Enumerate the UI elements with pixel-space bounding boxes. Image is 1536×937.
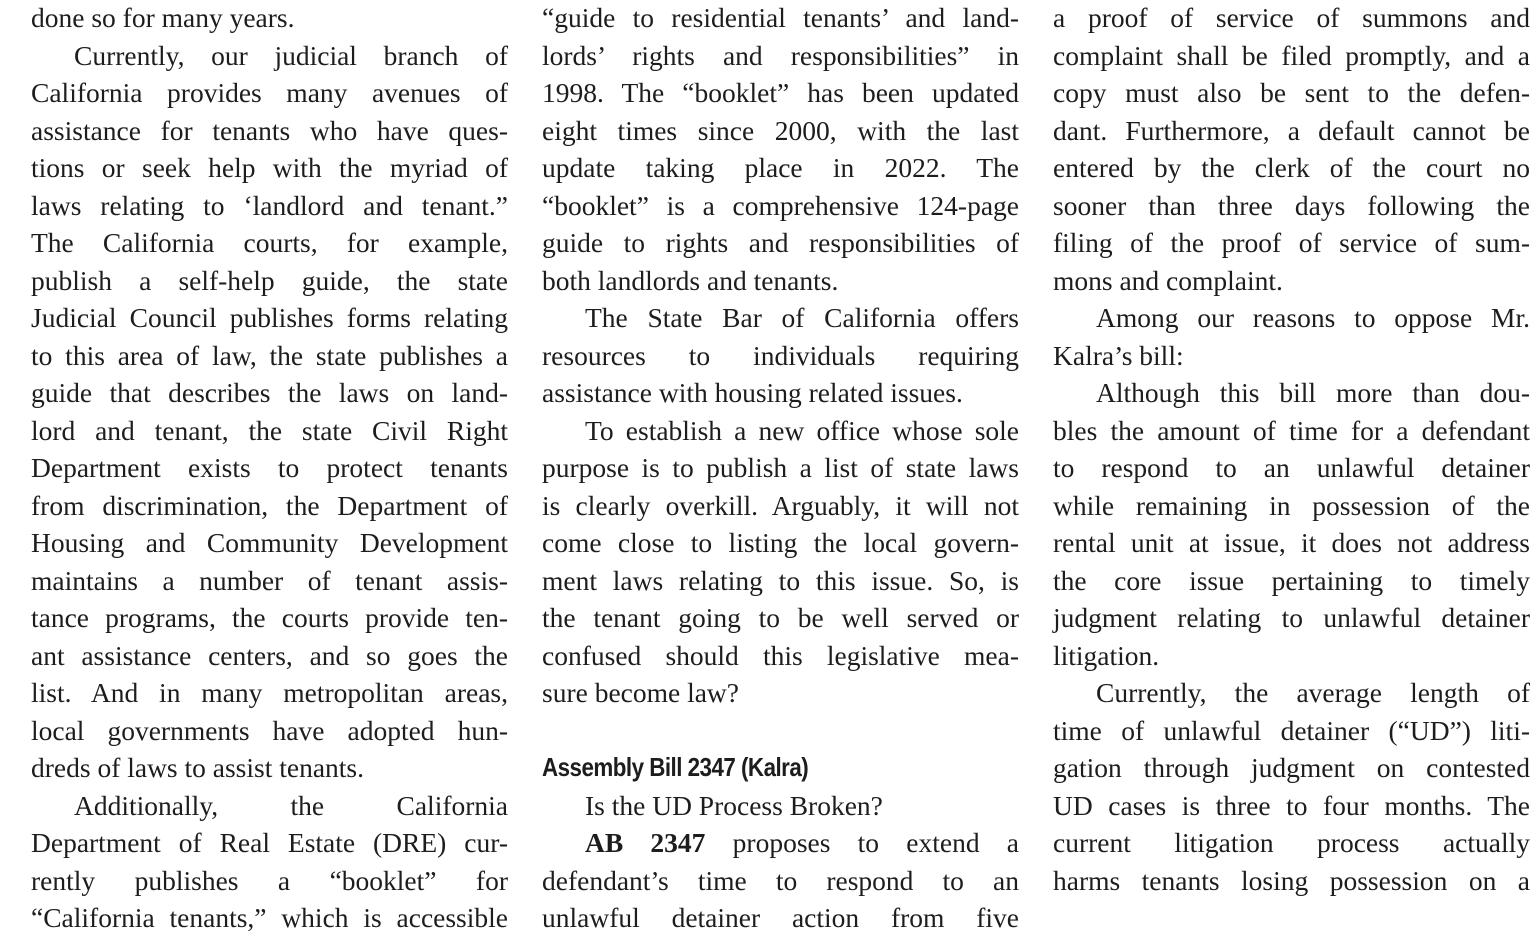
text-line: list. And in many metropolitan areas,: [31, 677, 508, 708]
text-line: eight times since 2000, with the last: [542, 114, 1019, 146]
section-heading: Assembly Bill 2347 (Kalra): [542, 752, 809, 782]
text-column-1: [31, 0, 508, 937]
text-line: resources to individuals requiring: [542, 339, 1019, 371]
text-line: from discrimination, the Department of: [31, 489, 508, 521]
text-line: 1998. The “booklet” has been updated: [542, 77, 1019, 108]
text-line: [542, 824, 1019, 862]
text-line: harms tenants losing possession on a: [1053, 864, 1530, 896]
text-line: dreds of laws to assist tenants.: [31, 752, 365, 783]
text-line: time of unlawful detainer (“UD”) liti-: [1053, 714, 1530, 746]
text-line: Currently, the average length of: [1096, 677, 1530, 708]
text-line: laws relating to ‘landlord and tenant.”: [31, 189, 508, 221]
text-line: “California tenants,” which is accessible: [31, 902, 508, 933]
text-line: to respond to an unlawful detainer: [1053, 452, 1530, 483]
text-line: update taking place in 2022. The: [542, 152, 1019, 183]
text-line: sooner than three days following the: [1053, 189, 1530, 221]
text-line: while remaining in possession of the: [1053, 489, 1530, 521]
text-line: purpose is to publish a list of state laws: [542, 452, 1019, 483]
text-line: Additionally, the California: [74, 789, 508, 821]
text-line: Housing and Community Development: [31, 527, 508, 558]
text-line: Department exists to protect tenants: [31, 452, 508, 483]
text-line: “guide to residential tenants’ and land-: [542, 2, 1019, 33]
text-line: The California courts, for example,: [31, 227, 508, 258]
text-line: “booklet” is a comprehensive 124-page: [542, 189, 1019, 221]
text-line: Department of Real Estate (DRE) cur-: [31, 827, 508, 858]
text-line: gation through judgment on contested: [1053, 752, 1530, 783]
text-line: judgment relating to unlawful detainer: [1053, 602, 1530, 633]
text-line: done so for many years.: [31, 2, 295, 33]
text-line: bles the amount of time for a defendant: [1053, 414, 1530, 446]
text-line: ment laws relating to this issue. So, is: [542, 564, 1019, 596]
text-line: Kalra’s bill:: [1053, 339, 1184, 371]
text-line: both landlords and tenants.: [542, 264, 839, 296]
text-line: lord and tenant, the state Civil Right: [31, 414, 508, 446]
text-line: tance programs, the courts provide ten-: [31, 602, 508, 633]
text-line: ant assistance centers, and so goes the: [31, 639, 508, 671]
text-line-rest: proposes to extend a: [732, 827, 1020, 858]
text-line: the core issue pertaining to timely: [1053, 564, 1530, 596]
text-line: sure become law?: [542, 677, 739, 708]
text-line: current litigation process actually: [1053, 827, 1530, 858]
text-line: assistance with housing related issues.: [542, 377, 963, 408]
text-line: is clearly overkill. Arguably, it will not: [542, 489, 1019, 521]
text-line: dant. Furthermore, a default cannot be: [1053, 114, 1530, 146]
text-line: complaint shall be filed promptly, and a: [1053, 39, 1530, 71]
text-line: guide to rights and responsibilities of: [542, 227, 1019, 258]
text-line: confused should this legislative mea-: [542, 639, 1019, 671]
text-line: Among our reasons to oppose Mr.: [1096, 302, 1530, 333]
text-line: Although this bill more than dou-: [1096, 377, 1530, 408]
text-line: to this area of law, the state publishes a: [31, 339, 508, 371]
text-line: copy must also be sent to the defen-: [1053, 77, 1530, 108]
text-line: The State Bar of California offers: [585, 302, 1019, 333]
text-line: lords’ rights and responsibilities” in: [542, 39, 1019, 71]
text-line: the tenant going to be well served or: [542, 602, 1019, 633]
text-line: tions or seek help with the myriad of: [31, 152, 508, 183]
bill-number: AB 2347: [585, 827, 706, 858]
section-spacer: [542, 712, 1019, 750]
text-line: To establish a new office whose sole: [585, 414, 1019, 446]
text-line: Currently, our judicial branch of: [74, 39, 508, 71]
text-line: maintains a number of tenant assis-: [31, 564, 508, 596]
text-line: entered by the clerk of the court no: [1053, 152, 1530, 183]
text-line: guide that describes the laws on land-: [31, 377, 508, 408]
text-line: assistance for tenants who have ques-: [31, 114, 508, 146]
text-column-3: [1053, 0, 1530, 899]
text-line: filing of the proof of service of sum-: [1053, 227, 1530, 258]
text-line: Judicial Council publishes forms relating: [31, 302, 508, 333]
text-line: mons and complaint.: [1053, 264, 1283, 296]
text-line: Is the UD Process Broken?: [585, 789, 883, 821]
text-column-2: [542, 0, 1019, 937]
text-line: local governments have adopted hun-: [31, 714, 508, 746]
text-line: defendant’s time to respond to an: [542, 864, 1019, 896]
text-line: UD cases is three to four months. The: [1053, 789, 1530, 821]
text-line: California provides many avenues of: [31, 77, 508, 108]
text-line: unlawful detainer action from five: [542, 902, 1019, 933]
text-line: publish a self-help guide, the state: [31, 264, 508, 296]
text-line: a proof of service of summons and: [1053, 2, 1530, 33]
text-line: rently publishes a “booklet” for: [31, 864, 508, 896]
text-line: rental unit at issue, it does not address: [1053, 527, 1530, 558]
text-line: come close to listing the local govern-: [542, 527, 1019, 558]
text-line: litigation.: [1053, 639, 1160, 671]
